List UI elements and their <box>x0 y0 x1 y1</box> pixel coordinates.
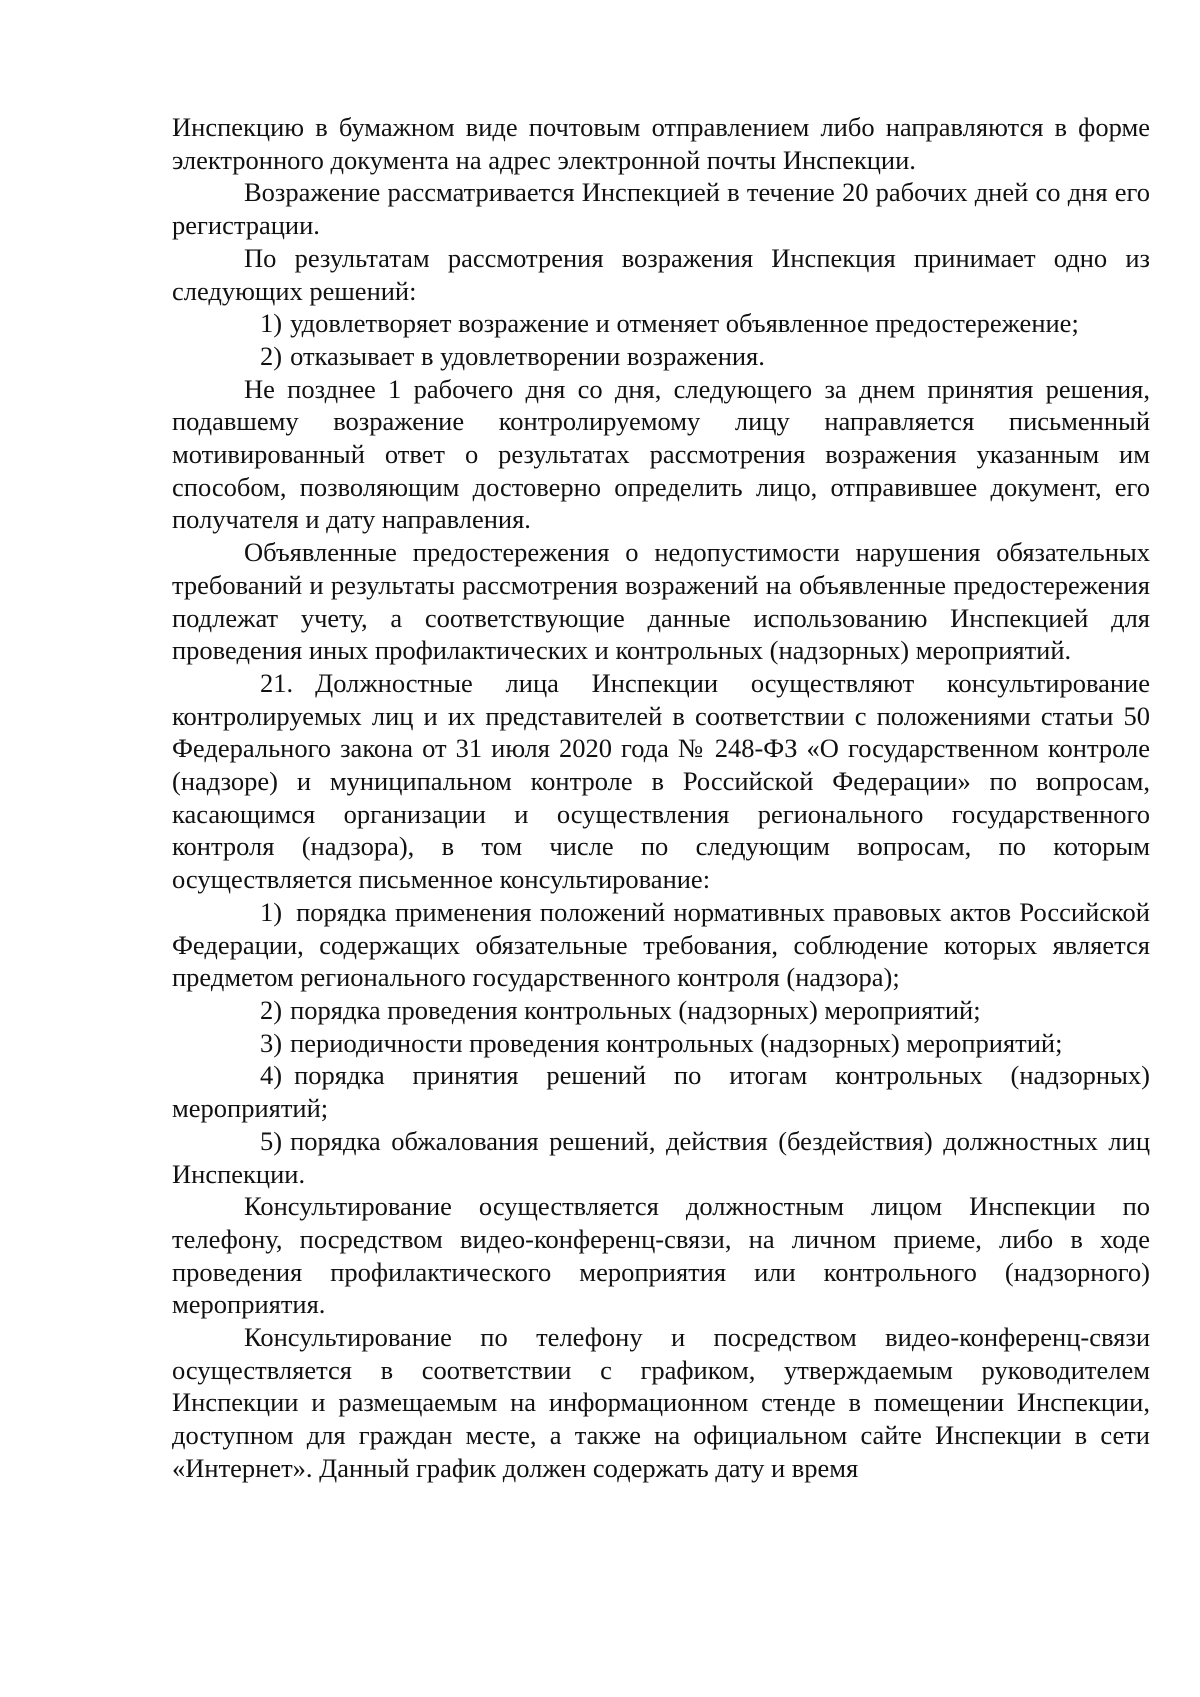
list-item <box>172 994 1150 1027</box>
list-item <box>172 1059 1150 1124</box>
clause-number: 21. <box>260 667 294 698</box>
list-number: 4) <box>260 1060 283 1091</box>
list-number: 5) <box>260 1125 283 1156</box>
list-text: порядка применения положений нормативных правовых актов Российской Федерации, содержащих обязательные требования, соблюдение которых является предметом регионального государственного контроля (надзора); <box>172 896 1150 993</box>
paragraph: По результатам рассмотрения возражения Инспекция принимает одно из следующих решений: <box>172 242 1150 306</box>
list-number: 2) <box>260 340 283 371</box>
paragraph: Объявленные предостережения о недопустимости нарушения обязательных требований и результаты рассмотрения возражений на объявленные предостережения подлежат учету, а соответствующие данные использованию Инспекцией для проведения иных профилактических и контрольных (надзорных) мероприятий. <box>172 537 1150 666</box>
list-number: 1) <box>260 896 283 927</box>
list-item <box>172 340 1150 373</box>
paragraph: Инспекцию в бумажном виде почтовым отправлением либо направляются в форме электронного документа на адрес электронной почты Инспекции. <box>172 112 1150 175</box>
list-item <box>172 1027 1150 1060</box>
list-item <box>172 307 1150 340</box>
list-text: порядка принятия решений по итогам контрольных (надзорных) мероприятий; <box>172 1060 1150 1124</box>
paragraph: Консультирование по телефону и посредством видео-конференц-связи осуществляется в соответствии с графиком, утверждаемым руководителем Инспекции и размещаемым на информационном стенде в помещении Инспекции, доступном для граждан месте, а также на официальном сайте Инспекции в сети «Интернет». Данный график должен содержать дату и время <box>172 1322 1150 1483</box>
clause-21 <box>172 667 1150 896</box>
list-text: удовлетворяет возражение и отменяет объявленное предостережение; <box>290 308 1079 339</box>
paragraph: Консультирование осуществляется должностным лицом Инспекции по телефону, посредством видео-конференц-связи, на личном приеме, либо в ходе проведения профилактического мероприятия или контрольного (надзорного) мероприятия. <box>172 1191 1150 1320</box>
list-item <box>172 1125 1150 1190</box>
paragraph: Не позднее 1 рабочего дня со дня, следующего за днем принятия решения, подавшему возражение контролируемому лицу направляется письменный мотивированный ответ о результатах рассмотрения возражения указанным им способом, позволяющим достоверно определить лицо, отправившее документ, его получателя и дату направления. <box>172 373 1150 535</box>
document-page <box>172 111 1150 1485</box>
paragraph: Возражение рассматривается Инспекцией в течение 20 рабочих дней со дня его регистрации. <box>172 177 1150 241</box>
list-text: отказывает в удовлетворении возражения. <box>290 340 765 371</box>
list-number: 1) <box>260 308 283 339</box>
list-number: 3) <box>260 1027 283 1058</box>
list-number: 2) <box>260 994 283 1025</box>
list-text: порядка проведения контрольных (надзорных) мероприятий; <box>290 994 981 1025</box>
clause-text: Должностные лица Инспекции осуществляют консультирование контролируемых лиц и их представителей в соответствии с положениями статьи 50 Федерального закона от 31 июля 2020 года № 248-ФЗ «О государственном контроле (надзоре) и муниципальном контроле в Российской Федерации» по вопросам, касающимся организации и осуществления регионального государственного контроля (надзора), в том числе по следующим вопросам, по которым осуществляется письменное консультирование: <box>172 667 1150 895</box>
list-item <box>172 896 1150 994</box>
list-text: периодичности проведения контрольных (надзорных) мероприятий; <box>290 1027 1063 1058</box>
list-text: порядка обжалования решений, действия (бездействия) должностных лиц Инспекции. <box>172 1125 1150 1189</box>
